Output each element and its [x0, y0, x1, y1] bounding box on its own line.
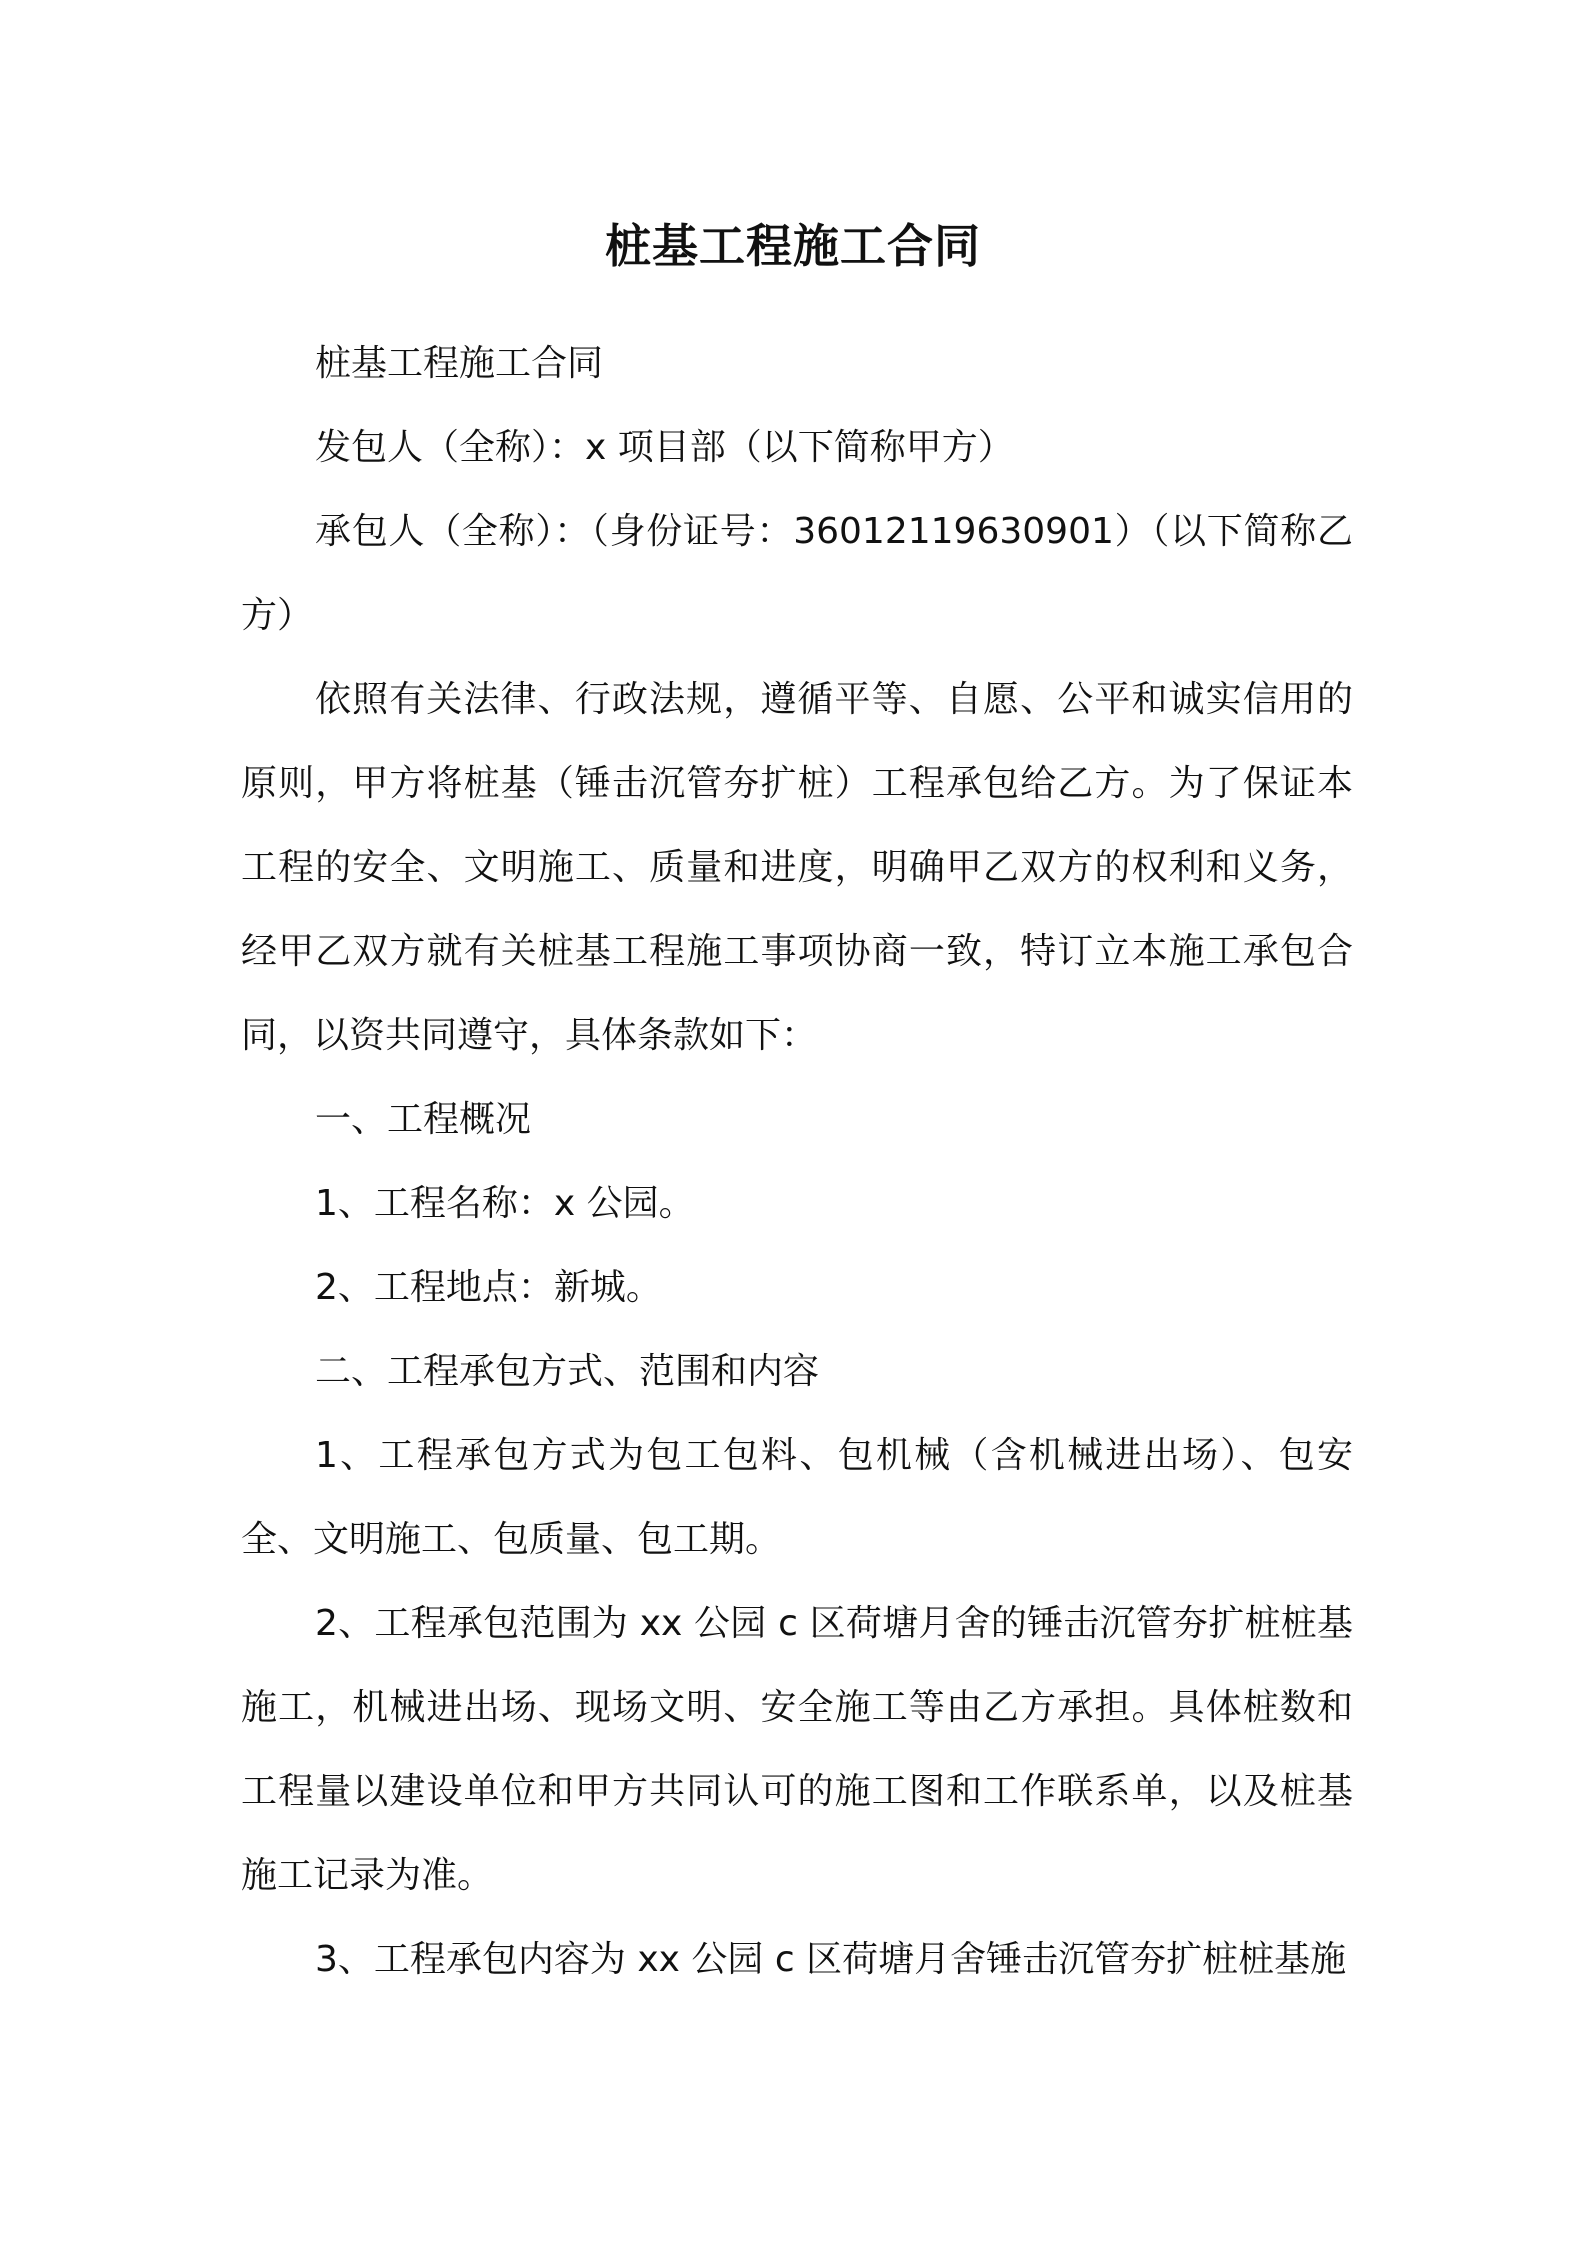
paragraph-employer: 发包人（全称）：x 项目部（以下简称甲方）	[315, 427, 1014, 468]
clause-contract-scope: 2、工程承包范围为 xx 公园 c 区荷塘月舍的锤击沉管夯扩桩桩基施工，机械进出场、现场文明、安全施工等由乙方承担。具体桩数和工程量以建设单位和甲方共同认可的施工图和工作联系单，以及桩基施工记录为准。	[241, 1603, 1353, 1896]
paragraph-contractor: 承包人（全称）：（身份证号：36012119630901）（以下简称乙方）	[241, 511, 1353, 636]
clause-contract-method: 1、工程承包方式为包工包料、包机械（含机械进出场）、包安全、文明施工、包质量、包工期。	[241, 1435, 1353, 1560]
document-title: 桩基工程施工合同	[605, 219, 981, 273]
section-heading-scope: 二、工程承包方式、范围和内容	[315, 1351, 820, 1392]
section-heading-overview: 一、工程概况	[315, 1099, 532, 1140]
clause-project-location: 2、工程地点：新城。	[315, 1267, 662, 1308]
paragraph-preamble: 依照有关法律、行政法规，遵循平等、自愿、公平和诚实信用的原则，甲方将桩基（锤击沉管夯扩桩）工程承包给乙方。为了保证本工程的安全、文明施工、质量和进度，明确甲乙双方的权利和义务，经甲乙双方就有关桩基工程施工事项协商一致，特订立本施工承包合同，以资共同遵守，具体条款如下：	[241, 679, 1353, 1056]
clause-project-name: 1、工程名称：x 公园。	[315, 1183, 695, 1224]
clause-contract-content: 3、工程承包内容为 xx 公园 c 区荷塘月舍锤击沉管夯扩桩桩基施	[315, 1939, 1347, 1980]
paragraph-subtitle: 桩基工程施工合同	[315, 343, 604, 384]
document-body	[241, 322, 1353, 2002]
